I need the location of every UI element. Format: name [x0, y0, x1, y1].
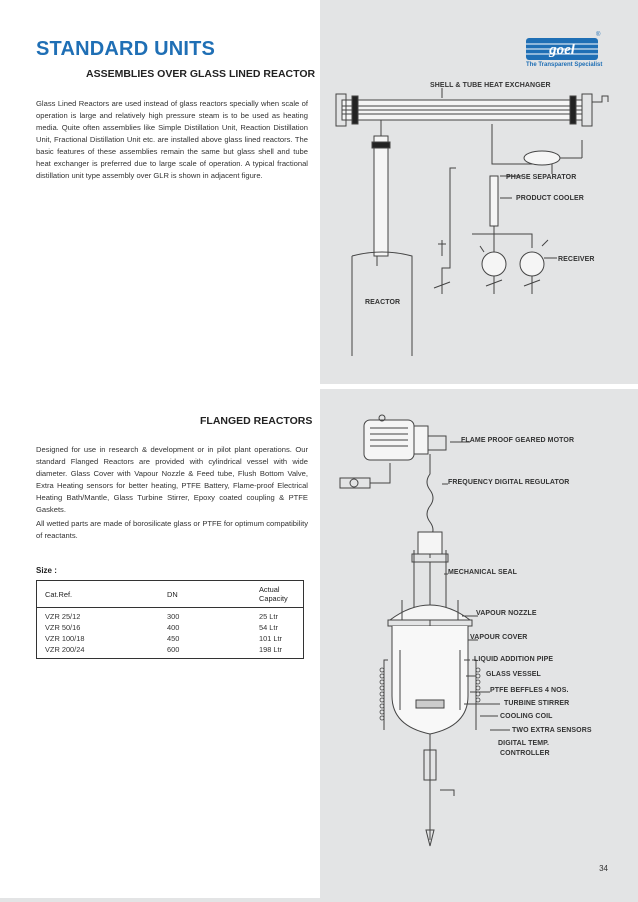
- table-cell: 300: [167, 612, 180, 621]
- table-cell: 54 Ltr: [259, 623, 278, 632]
- table-cell: 450: [167, 634, 180, 643]
- section-subtitle: ASSEMBLIES OVER GLASS LINED REACTOR: [86, 68, 316, 80]
- label-vapour-cover: VAPOUR COVER: [470, 634, 528, 641]
- table-row: [37, 608, 304, 623]
- table-cell: 101 Ltr: [259, 634, 283, 643]
- page-title: STANDARD UNITS: [36, 38, 216, 60]
- size-table: [36, 580, 304, 659]
- table-header-dn: DN: [159, 581, 251, 608]
- table-cell: 25 Ltr: [259, 612, 278, 621]
- section1-paragraph: Glass Lined Reactors are used instead of glass reactors specially when scale of operation is large and relatively high pressure steam is to be used as heating media. Quite often assemblies like Simple Distillation Unit, Reaction Distillation Unit, Fractional Distillation Unit etc. are installed above glass lined reactors. The basic features of these assemblies remain the same but glass shell and tube heat exchanger is preferred due to large scale of operation. A typical fractional distillation unit type assembly over GLR is shown in adjacent figure.: [36, 99, 308, 180]
- table-cell: VZR 200/24: [45, 645, 85, 654]
- label-reactor: REACTOR: [365, 299, 401, 306]
- page-number: 34: [599, 864, 608, 873]
- registered-mark-icon: ®: [596, 32, 601, 38]
- distillation-assembly-diagram: [322, 80, 636, 370]
- label-beffles: PTFE BEFFLES 4 NOS.: [490, 687, 569, 694]
- table-cell: 198 Ltr: [259, 645, 283, 654]
- label-seal: MECHANICAL SEAL: [448, 569, 518, 576]
- label-vapour-nozzle: VAPOUR NOZZLE: [476, 610, 537, 617]
- label-glass-vessel: GLASS VESSEL: [486, 671, 541, 678]
- section2-paragraph-1: Designed for use in research & development or in pilot plant operations. Our standard Flanged Reactors are provided with cylindrical vessel with wide diameter. Glass Cover with Vapour Nozzle & Feed tube, Flush Bottom Valve, Extra Heating sensors for better heating, PTFE Battery, Flame-proof Electrical Heating Bath/Mantle, Glass Turbine Stirrer, Epoxy coated coupling & PTFE Gaskets.: [36, 445, 308, 514]
- table-row: [37, 622, 304, 633]
- label-motor: FLAME PROOF GEARED MOTOR: [461, 437, 575, 444]
- table-cell: VZR 25/12: [45, 612, 81, 621]
- table-row: [37, 633, 304, 644]
- label-controller-1: DIGITAL TEMP.: [498, 740, 550, 747]
- table-cell: 400: [167, 623, 180, 632]
- label-sensors: TWO EXTRA SENSORS: [512, 727, 592, 734]
- table-header-catref: Cat.Ref.: [37, 581, 160, 608]
- size-label: Size :: [36, 566, 57, 575]
- bottom-strip: [0, 898, 638, 902]
- table-cell: VZR 50/16: [45, 623, 81, 632]
- label-controller-2: CONTROLLER: [500, 750, 550, 757]
- logo-tagline: The Transparent Specialist: [526, 62, 603, 68]
- goel-logo: [526, 38, 598, 60]
- table-header-capacity: Actual Capacity: [251, 581, 304, 608]
- table-cell: VZR 100/18: [45, 634, 85, 643]
- label-product-cooler: PRODUCT COOLER: [516, 195, 584, 202]
- label-coil: COOLING COIL: [500, 713, 553, 720]
- logo-text: goel: [549, 42, 575, 58]
- table-cell: 600: [167, 645, 180, 654]
- flanged-reactors-heading: FLANGED REACTORS: [200, 415, 313, 427]
- label-phase-separator: PHASE SEPARATOR: [506, 174, 577, 181]
- table-row: [37, 644, 304, 659]
- section2-paragraph-2: All wetted parts are made of borosilicate glass or PTFE for optimum compatibility of reactants.: [36, 519, 308, 540]
- label-regulator: FREQUENCY DIGITAL REGULATOR: [448, 479, 570, 486]
- label-shell-tube: SHELL & TUBE HEAT EXCHANGER: [430, 82, 551, 89]
- section-divider: [0, 384, 638, 389]
- label-receiver: RECEIVER: [558, 256, 595, 263]
- label-liquid-pipe: LIQUID ADDITION PIPE: [474, 656, 554, 663]
- label-turbine: TURBINE STIRRER: [504, 700, 570, 707]
